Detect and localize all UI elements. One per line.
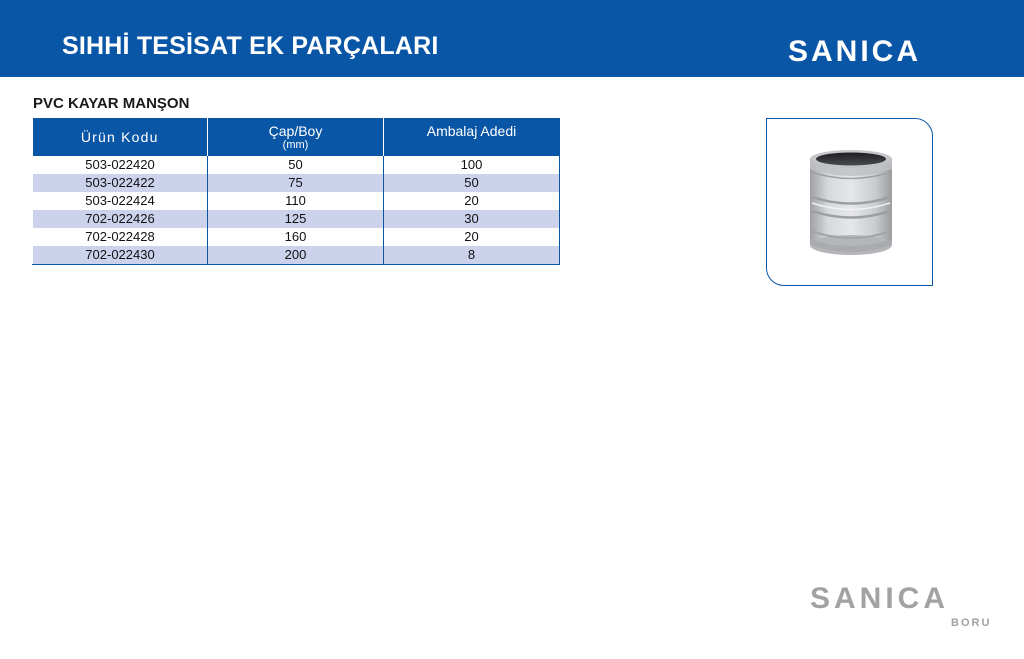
cell-code: 503-022420 (33, 156, 208, 174)
header-package-qty (384, 118, 560, 156)
brand-logo: SANICA (788, 35, 922, 68)
table-row (33, 246, 560, 265)
header-size-unit: (mm) (282, 139, 309, 151)
table-row (33, 210, 560, 228)
product-title: PVC KAYAR MANŞON (33, 95, 190, 112)
cell-package: 20 (384, 228, 560, 246)
footer-brand-logo: SANICA (810, 582, 950, 615)
cell-size: 110 (208, 192, 384, 210)
header-product-code-label: Ürün Kodu (80, 129, 159, 145)
cell-code: 503-022424 (33, 192, 208, 210)
cell-size: 50 (208, 156, 384, 174)
footer-brand-subtitle: BORU (951, 617, 992, 629)
cell-package: 50 (384, 174, 560, 192)
cell-size: 200 (208, 246, 384, 265)
table-row (33, 156, 560, 174)
cell-package: 20 (384, 192, 560, 210)
cell-size: 75 (208, 174, 384, 192)
table-row (33, 174, 560, 192)
cell-package: 30 (384, 210, 560, 228)
header-package-label: Ambalaj Adedi (426, 123, 517, 139)
header-size (208, 118, 384, 156)
product-table (32, 118, 560, 265)
table-row (33, 192, 560, 210)
cell-size: 125 (208, 210, 384, 228)
product-image-frame (766, 118, 933, 286)
cell-code: 702-022426 (33, 210, 208, 228)
pvc-coupling-image (767, 119, 932, 285)
cell-code: 702-022430 (33, 246, 208, 265)
cell-size: 160 (208, 228, 384, 246)
table-header-row (33, 118, 560, 156)
page-title: SIHHİ TESİSAT EK PARÇALARI (62, 32, 439, 60)
header-product-code (33, 118, 208, 156)
cell-package: 8 (384, 246, 560, 265)
table-row (33, 228, 560, 246)
cell-code: 503-022422 (33, 174, 208, 192)
cell-package: 100 (384, 156, 560, 174)
header-size-label: Çap/Boy (268, 123, 323, 139)
cell-code: 702-022428 (33, 228, 208, 246)
header-bar (0, 0, 1024, 77)
